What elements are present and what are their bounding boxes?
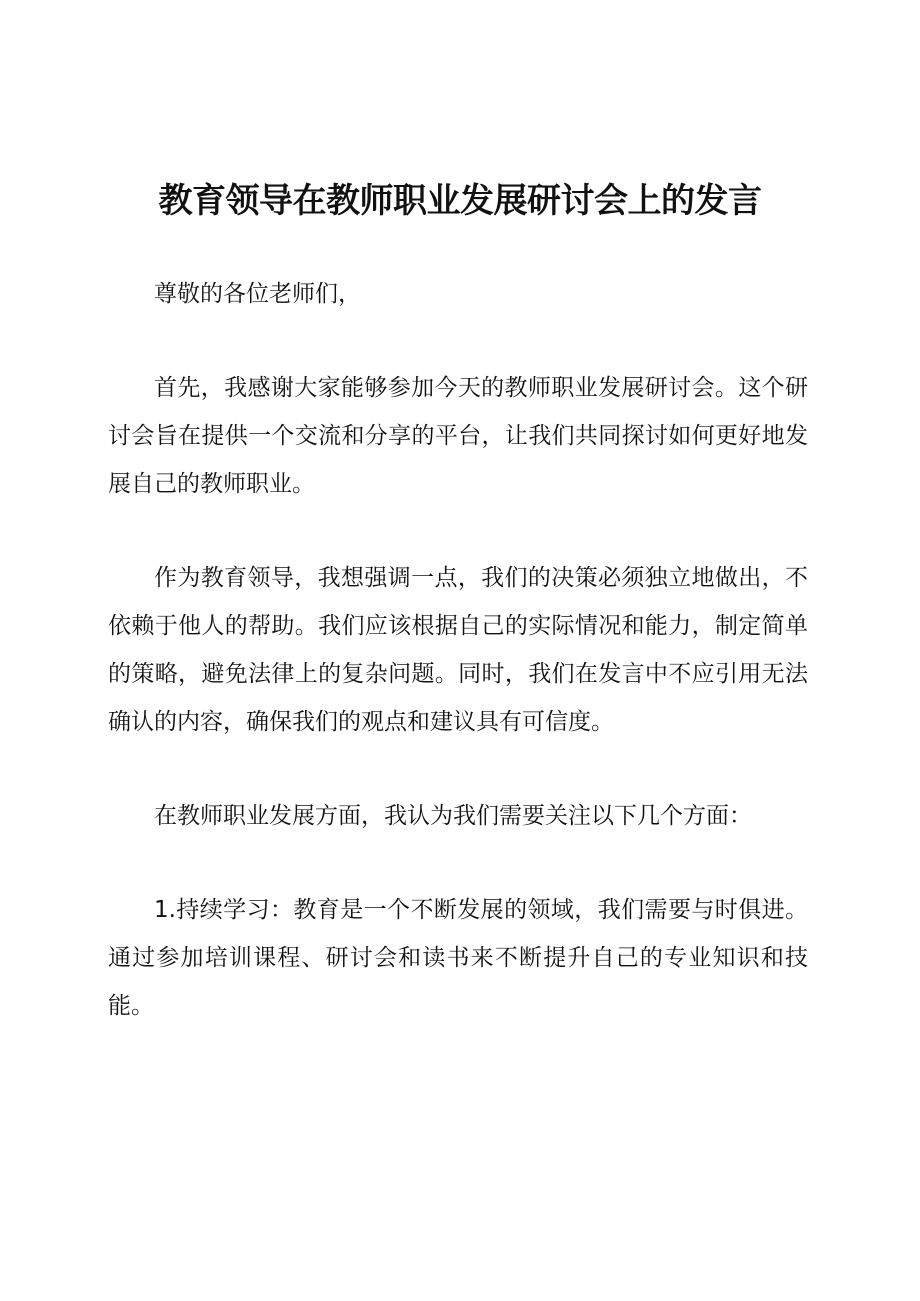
document-title: 教育领导在教师职业发展研讨会上的发言 (158, 181, 762, 221)
paragraph-decision: 作为教育领导，我想强调一点，我们的决策必须独立地做出，不依赖于他人的帮助。我们应该根据自己的实际情况和能力，制定简单的策略，避免法律上的复杂问题。同时，我们在发言中不应引用无法确认的内容，确保我们的观点和建议具有可信度。 (108, 565, 808, 735)
paragraph-greeting: 尊敬的各位老师们， (154, 281, 361, 307)
paragraph-focus: 在教师职业发展方面，我认为我们需要关注以下几个方面： (154, 803, 752, 829)
document-body (108, 270, 808, 1030)
paragraph-item-1: 1.持续学习：教育是一个不断发展的领域，我们需要与时俱进。通过参加培训课程、研讨会和读书来不断提升自己的专业知识和技能。 (108, 897, 808, 1019)
paragraph-intro: 首先，我感谢大家能够参加今天的教师职业发展研讨会。这个研讨会旨在提供一个交流和分享的平台，让我们共同探讨如何更好地发展自己的教师职业。 (108, 375, 808, 497)
